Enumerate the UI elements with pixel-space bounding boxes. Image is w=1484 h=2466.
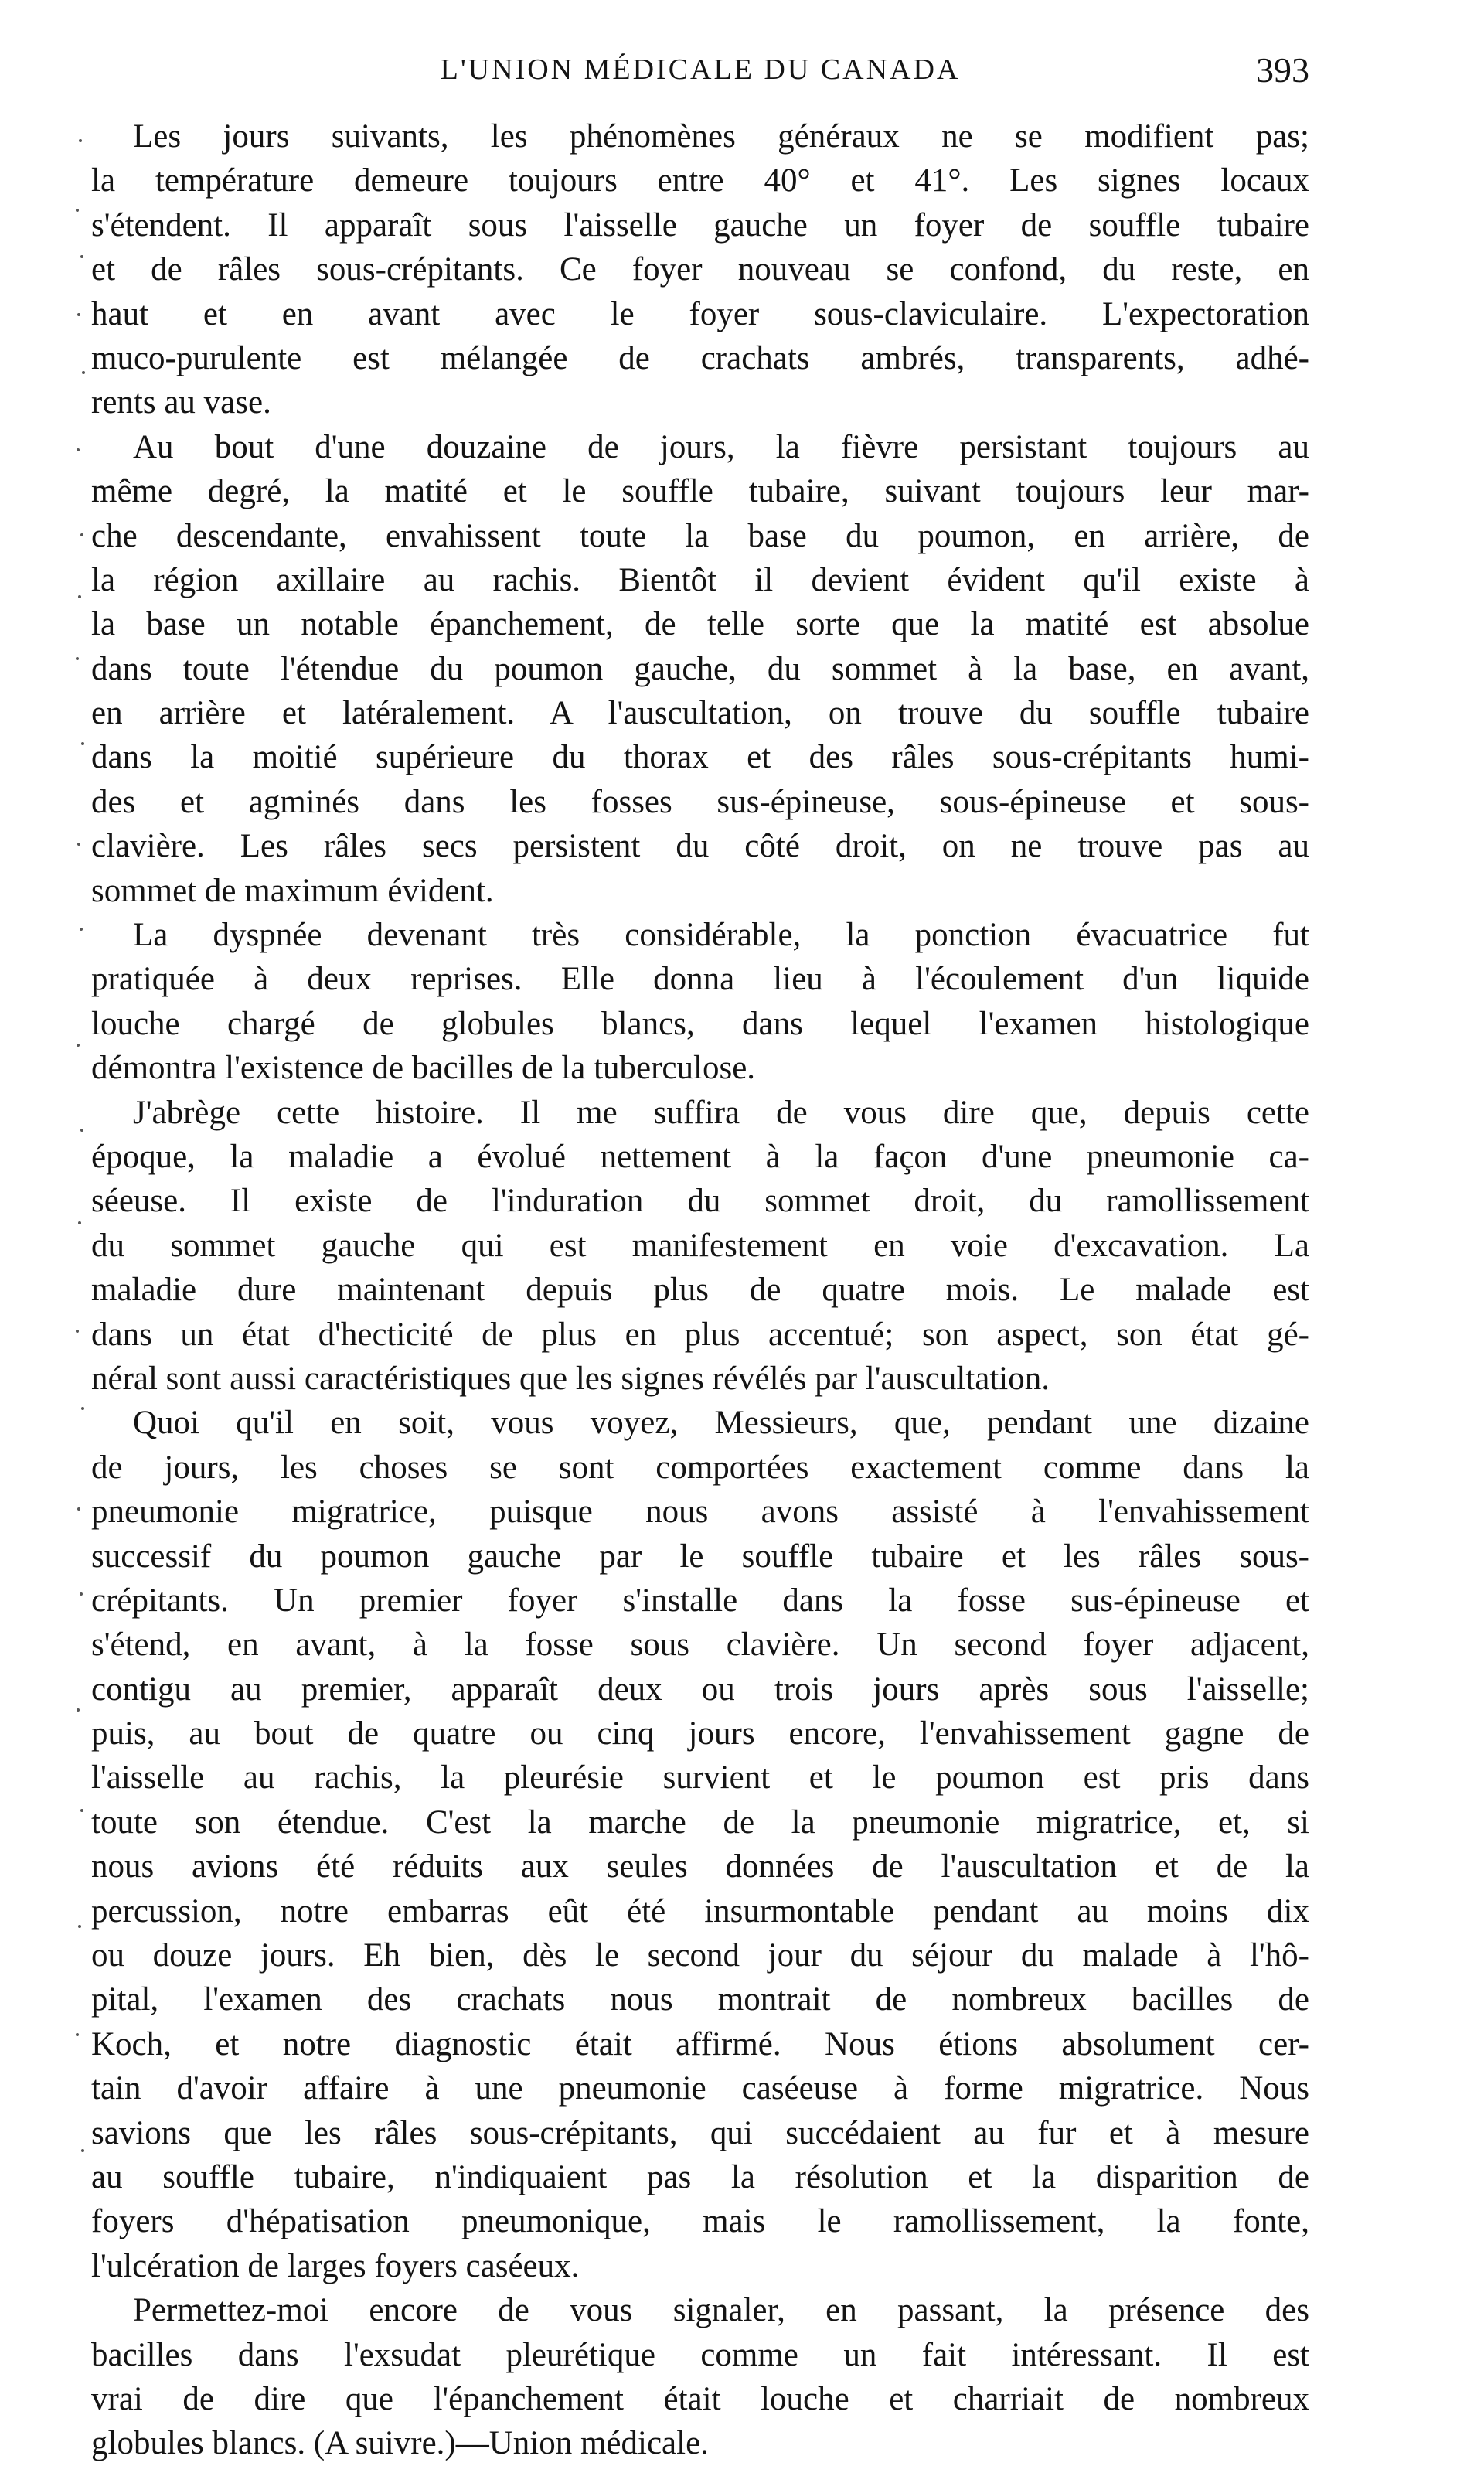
text-line: dans toute l'étendue du poumon gauche, du sommet à la base, en avant, bbox=[91, 650, 1309, 687]
text-line: louche chargé de globules blancs, dans lequel l'examen histologique bbox=[91, 1005, 1309, 1042]
running-header bbox=[91, 48, 1309, 94]
text-line: bacilles dans l'exsudat pleurétique comme un fait intéressant. Il est bbox=[91, 2336, 1309, 2373]
paragraph-3 bbox=[91, 913, 1309, 1091]
text-line: sommet de maximum évident. bbox=[91, 872, 494, 909]
text-line: foyers d'hépatisation pneumonique, mais le ramollissement, la fonte, bbox=[91, 2203, 1309, 2240]
text-line: dans la moitié supérieure du thorax et des râles sous-crépitants humi- bbox=[91, 739, 1309, 776]
text-line: clavière. Les râles secs persistent du côté droit, on ne trouve pas au bbox=[91, 828, 1309, 865]
text-line: pratiquée à deux reprises. Elle donna lieu à l'écoulement d'un liquide bbox=[91, 961, 1309, 998]
text-line: vrai de dire que l'épanchement était louche et charriait de nombreux bbox=[91, 2380, 1309, 2417]
text-line: Koch, et notre diagnostic était affirmé. Nous étions absolument cer- bbox=[91, 2025, 1309, 2062]
text-line: globules blancs. (A suivre.)—Union médicale. bbox=[91, 2425, 709, 2462]
text-line: Permettez-moi encore de vous signaler, en passant, la présence des bbox=[133, 2292, 1309, 2329]
text-line: Les jours suivants, les phénomènes généraux ne se modifient pas; bbox=[133, 118, 1309, 155]
paragraph-4 bbox=[91, 1091, 1309, 1402]
text-line: séeuse. Il existe de l'induration du sommet droit, du ramollissement bbox=[91, 1183, 1309, 1220]
text-line: la température demeure toujours entre 40° et 41°. Les signes locaux bbox=[91, 162, 1309, 199]
text-line: pital, l'examen des crachats nous montrait de nombreux bacilles de bbox=[91, 1981, 1309, 2018]
text-line: nous avions été réduits aux seules données de l'auscultation et de la bbox=[91, 1848, 1309, 1885]
text-line: Quoi qu'il en soit, vous voyez, Messieurs, que, pendant une dizaine bbox=[133, 1405, 1309, 1442]
text-line: l'aisselle au rachis, la pleurésie survient et le poumon est pris dans bbox=[91, 1759, 1309, 1797]
article-body bbox=[91, 114, 1309, 2466]
text-line: du sommet gauche qui est manifestement en voie d'excavation. La bbox=[91, 1227, 1309, 1264]
text-line: muco-purulente est mélangée de crachats ambrés, transparents, adhé- bbox=[91, 339, 1309, 376]
text-line: contigu au premier, apparaît deux ou trois jours après sous l'aisselle; bbox=[91, 1671, 1309, 1708]
text-line: haut et en avant avec le foyer sous-claviculaire. L'expectoration bbox=[91, 295, 1309, 332]
text-line: toute son étendue. C'est la marche de la pneumonie migratrice, et, si bbox=[91, 1804, 1309, 1841]
text-line: pneumonie migratrice, puisque nous avons assisté à l'envahissement bbox=[91, 1494, 1309, 1531]
text-line: néral sont aussi caractéristiques que les signes révélés par l'auscultation. bbox=[91, 1360, 1050, 1397]
text-line: s'étendent. Il apparaît sous l'aisselle gauche un foyer de souffle tubaire bbox=[91, 206, 1309, 244]
text-line: savions que les râles sous-crépitants, qui succédaient au fur et à mesure bbox=[91, 2114, 1309, 2151]
text-line: époque, la maladie a évolué nettement à la façon d'une pneumonie ca- bbox=[91, 1138, 1309, 1175]
text-line: Au bout d'une douzaine de jours, la fièvre persistant toujours au bbox=[133, 428, 1309, 465]
text-line: la base un notable épanchement, de telle sorte que la matité est absolue bbox=[91, 606, 1309, 643]
text-line: même degré, la matité et le souffle tubaire, suivant toujours leur mar- bbox=[91, 473, 1309, 510]
text-line: la région axillaire au rachis. Bientôt il devient évident qu'il existe à bbox=[91, 561, 1309, 598]
paragraph-2 bbox=[91, 425, 1309, 913]
paragraph-1 bbox=[91, 114, 1309, 425]
text-line: s'étend, en avant, à la fosse sous clavière. Un second foyer adjacent, bbox=[91, 1626, 1309, 1664]
text-line: successif du poumon gauche par le souffle tubaire et les râles sous- bbox=[91, 1538, 1309, 1575]
text-line: des et agminés dans les fosses sus-épineuse, sous-épineuse et sous- bbox=[91, 783, 1309, 820]
journal-title: L'UNION MÉDICALE DU CANADA bbox=[440, 53, 961, 86]
text-line: che descendante, envahissent toute la base du poumon, en arrière, de bbox=[91, 517, 1309, 554]
text-line: puis, au bout de quatre ou cinq jours encore, l'envahissement gagne de bbox=[91, 1715, 1309, 1752]
text-line: ou douze jours. Eh bien, dès le second jour du séjour du malade à l'hô- bbox=[91, 1937, 1309, 1974]
page-number: 393 bbox=[1256, 50, 1309, 90]
paragraph-6 bbox=[91, 2288, 1309, 2466]
text-line: tain d'avoir affaire à une pneumonie caséeuse à forme migratrice. Nous bbox=[91, 2070, 1309, 2107]
text-line: de jours, les choses se sont comportées exactement comme dans la bbox=[91, 1449, 1309, 1486]
text-line: rents au vase. bbox=[91, 384, 271, 421]
paragraph-5 bbox=[91, 1401, 1309, 2288]
text-line: crépitants. Un premier foyer s'installe dans la fosse sus-épineuse et bbox=[91, 1582, 1309, 1619]
margin-specks bbox=[74, 124, 90, 2288]
text-line: dans un état d'hecticité de plus en plus accentué; son aspect, son état gé- bbox=[91, 1316, 1309, 1353]
text-line: démontra l'existence de bacilles de la tuberculose. bbox=[91, 1050, 756, 1087]
text-line: maladie dure maintenant depuis plus de quatre mois. Le malade est bbox=[91, 1272, 1309, 1309]
text-line: au souffle tubaire, n'indiquaient pas la résolution et la disparition de bbox=[91, 2158, 1309, 2195]
text-line: percussion, notre embarras eût été insurmontable pendant au moins dix bbox=[91, 1892, 1309, 1930]
text-line: en arrière et latéralement. A l'auscultation, on trouve du souffle tubaire bbox=[91, 695, 1309, 732]
text-line: J'abrège cette histoire. Il me suffira de vous dire que, depuis cette bbox=[133, 1094, 1309, 1131]
text-line: l'ulcération de larges foyers caséeux. bbox=[91, 2247, 580, 2284]
text-line: La dyspnée devenant très considérable, la ponction évacuatrice fut bbox=[133, 917, 1309, 954]
text-line: et de râles sous-crépitants. Ce foyer nouveau se confond, du reste, en bbox=[91, 251, 1309, 288]
